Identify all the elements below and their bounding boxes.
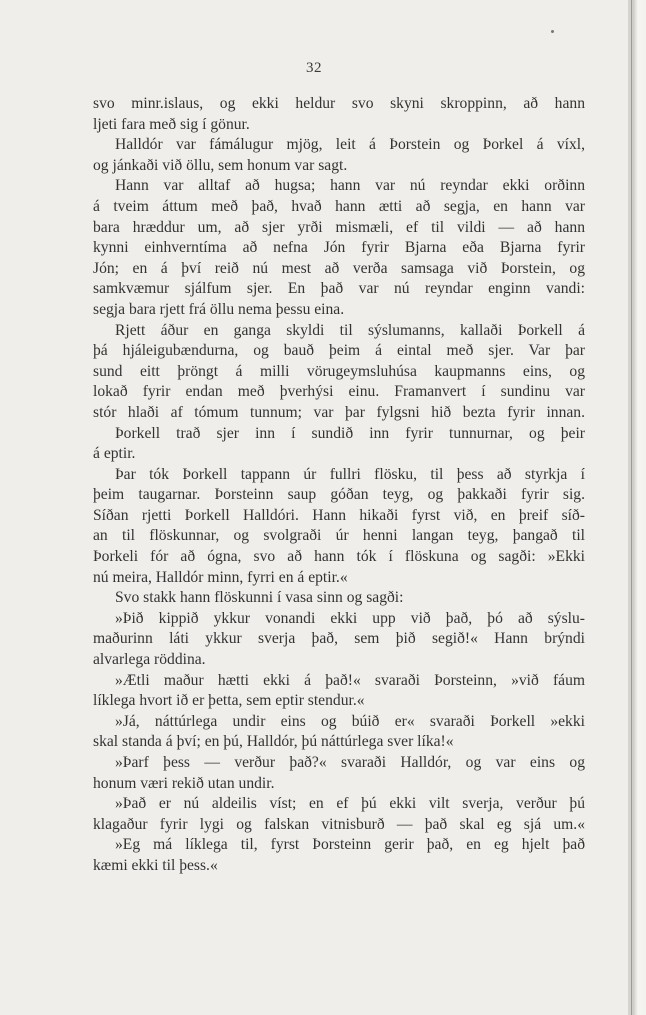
text-line: maðurinn láti ykkur sverja það, sem þið segið!« Hann brýndi	[93, 630, 585, 648]
text-line: Hann var alltaf að hugsa; hann var nú reyndar ekki orðinn	[115, 177, 585, 195]
text-line: Jón; en á því reið nú mest að verða samsaga við Þorstein, og	[93, 259, 585, 277]
text-line: skal standa á því; en þú, Halldór, þú náttúrlega sver líka!«	[93, 733, 454, 751]
text-line: alvarlega röddina.	[93, 651, 206, 669]
text-line: ljeti fara með sig í gönur.	[93, 115, 250, 133]
text-line: og jánkaði við öllu, sem honum var sagt.	[93, 156, 348, 174]
text-line: svo minr.islaus, og ekki heldur svo skyni skroppinn, að hann	[93, 95, 585, 112]
text-line: á eptir.	[93, 445, 136, 463]
text-line: Þorkell trað sjer inn í sundið inn fyrir tunnurnar, og þeir	[115, 424, 585, 442]
text-line: »Þið kippið ykkur vonandi ekki upp við það, þó að sýslu-	[115, 609, 585, 627]
text-line: »Þarf þess — verður það?« svaraði Halldór, og var eins og	[115, 754, 585, 771]
body-text	[93, 94, 585, 877]
text-line: kynni einhverntíma að nefna Jón fyrir Bjarna eða Bjarna fyrir	[93, 239, 585, 257]
text-line: stór hlaði af tómum tunnum; var þar fylgsni hið bezta fyrir innan.	[93, 403, 585, 421]
text-line: lokað fyrir endan með þverhýsi einu. Framanvert í sundinu var	[93, 383, 585, 401]
text-line: þá hjáleigubændurna, og bauð þeim á eintal með sjer. Var þar	[93, 342, 585, 360]
text-line: an til flöskunnar, og svolgraði úr henni langan teyg, þangað til	[93, 527, 585, 545]
page-number: 32	[306, 60, 322, 76]
text-line: samkvæmur sjálfum sjer. En það var nú reyndar enginn vandi:	[93, 280, 585, 298]
text-line: Halldór var fámálugur mjög, leit á Þorstein og Þorkel á víxl,	[115, 136, 585, 154]
text-line: »Já, náttúrlega undir eins og búið er« svaraði Þorkell »ekki	[115, 712, 585, 730]
text-line: »Ætli maður hætti ekki á það!« svaraði Þorsteinn, »við fáum	[115, 671, 585, 689]
text-line: Þorkeli fór að ógna, svo að hann tók í flöskuna og sagði: »Ekki	[93, 548, 585, 566]
text-line: sund eitt þröngt á milli vörugeymsluhúsa kaupmanns eins, og	[93, 362, 585, 380]
text-line: líklega hvort ið er þetta, sem eptir stendur.«	[93, 692, 365, 710]
text-line: segja bara rjett frá öllu nema þessu eina.	[93, 300, 345, 318]
text-line: Síðan rjetti Þorkell Halldóri. Hann hikaði fyrst við, en þreif síð-	[93, 506, 585, 524]
text-line: kæmi ekki til þess.«	[93, 856, 218, 874]
text-line: Rjett áður en ganga skyldi til sýslumanns, kallaði Þorkell á	[115, 321, 585, 339]
text-line: »Það er nú aldeilis víst; en ef þú ekki vilt sverja, verður þú	[115, 795, 585, 813]
text-line: klagaður fyrir lygi og falskan vitnisburð — það skal eg sjá um.«	[93, 815, 585, 833]
text-line: bara hræddur um, að sjer yrði mismæli, ef til vildi — að hann	[93, 218, 585, 236]
text-line: þeim taugarnar. Þorsteinn saup góðan teyg, og þakkaði fyrir sig.	[93, 486, 585, 504]
text-line: á tveim áttum með það, hvað hann ætti að segja, en hann var	[93, 197, 585, 215]
text-line: honum væri rekið utan undir.	[93, 774, 275, 792]
text-line: Þar tók Þorkell tappann úr fullri flösku, til þess að styrkja í	[115, 465, 585, 483]
text-line: »Eg má líklega til, fyrst Þorsteinn gerir það, en eg hjelt það	[115, 836, 585, 854]
gutter-edge	[631, 0, 632, 1015]
text-line: Svo stakk hann flöskunni í vasa sinn og sagði:	[115, 589, 404, 607]
page-speck	[551, 30, 554, 33]
text-line: nú meira, Halldór minn, fyrri en á eptir.«	[93, 568, 348, 586]
